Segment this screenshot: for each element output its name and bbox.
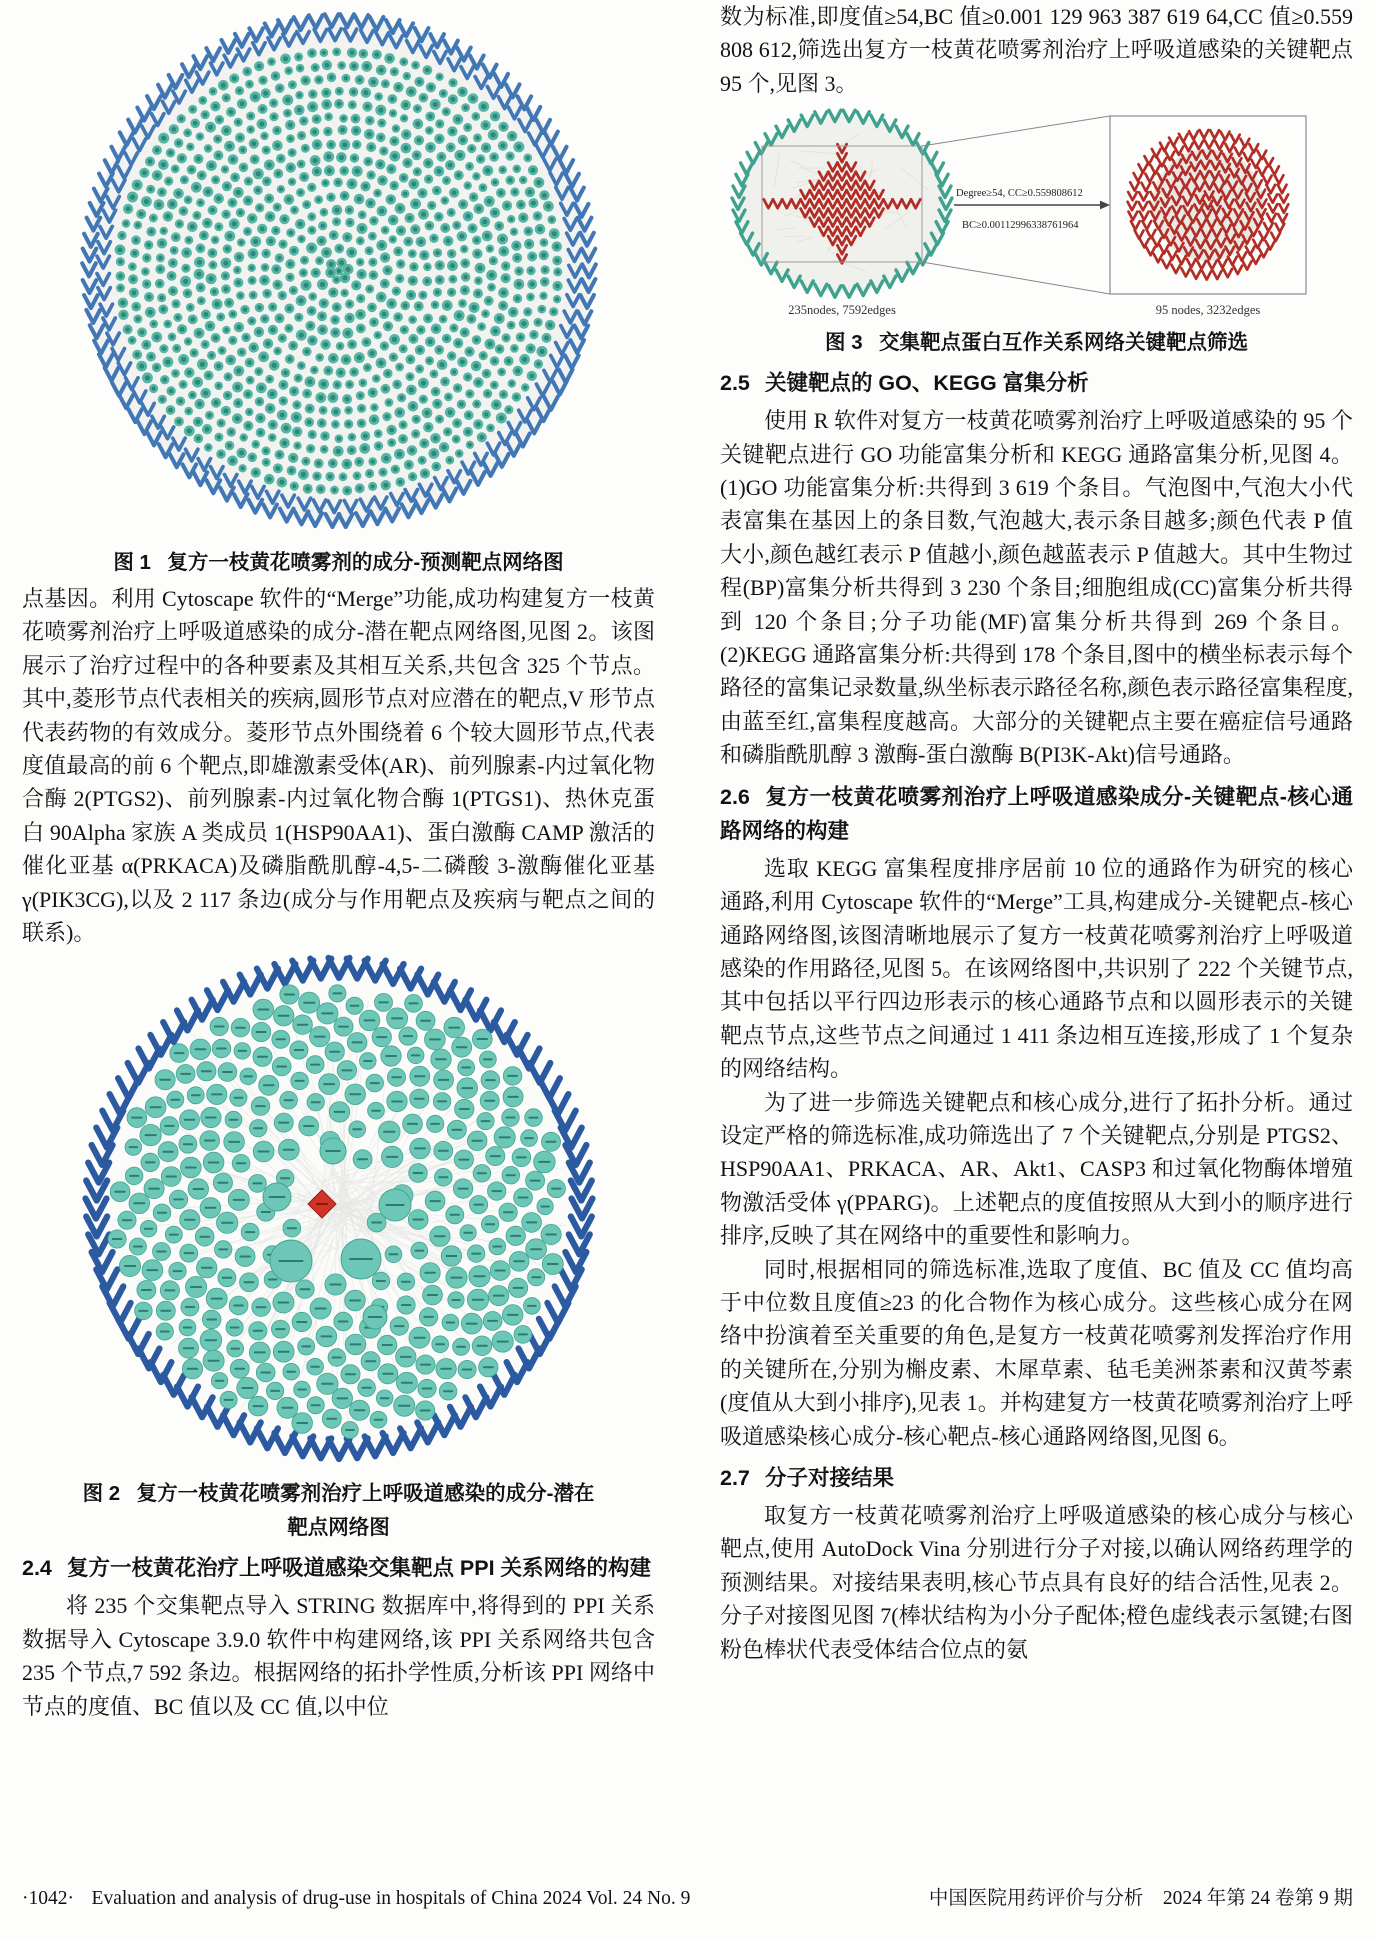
svg-text:95 nodes, 3232edges: 95 nodes, 3232edges (1155, 303, 1260, 318)
right-paragraph-1: 使用 R 软件对复方一枝黄花喷雾剂治疗上呼吸道感染的 95 个关键靶点进行 GO 功能富集分析和 KEGG 通路富集分析,见图 4。(1)GO 功能富集分析:共得到 3 619 个条目。气泡图中,气泡大小代表富集在基因上的条目数,气泡越大,表示条目越多;颜色代表 P 值大小,颜色越红表示 P 值越小,颜色越蓝表示 P 值越大。其中生物过程(BP)富集分析共得到 3 230 个条目;细胞组成(CC)富集分析共得到 120 个条目;分子功能(MF)富集分析共得到 269 个条目。(2)KEGG 通路富集分析:共得到 178 个条目,图中的横坐标表示每个路径的富集记录数量,纵坐标表示路径名称,颜色表示路径富集程度,由蓝至红,富集程度越高。大部分的关键靶点主要在癌症信号通路和磷脂酰肌醇 3 激酶-蛋白激酶 B(PI3K-Akt)信号通路。 (720, 408, 1353, 768)
figure2-caption-line2: 靶点网络图 (287, 1516, 390, 1540)
section-2-7-heading (720, 1461, 1353, 1495)
svg-text:Degree≥54, CC≥0.559808612: Degree≥54, CC≥0.559808612 (955, 188, 1083, 200)
left-paragraph-1: 点基因。利用 Cytoscape 软件的“Merge”功能,成功构建复方一枝黄花喷雾剂治疗上呼吸道感染的成分-潜在靶点网络图,见图 2。该图展示了治疗过程中的各种要素及其相互关系,共包含 325 个节点。其中,菱形节点代表相关的疾病,圆形节点对应潜在的靶点,V 形节点代表药物的有效成分。菱形节点外围绕着 6 个较大圆形节点,代表度值最高的前 6 个靶点,即雄激素受体(AR)、前列腺素-内过氧化物合酶 2(PTGS2)、前列腺素-内过氧化物合酶 1(PTGS1)、热休克蛋白 90Alpha 家族 A 类成员 1(HSP90AA1)、蛋白激酶 CAMP 激活的催化亚基 α(PRKACA)及磷脂酰肌醇-4,5-二磷酸 3-激酶催化亚基 γ(PIK3CG),以及 2 117 条边(成分与作用靶点及疾病与靶点之间的联系)。 (22, 586, 655, 946)
svg-text:235nodes, 7592edges: 235nodes, 7592edges (787, 303, 896, 318)
section-2-4-title: 复方一枝黄花治疗上呼吸道感染交集靶点 PPI 关系网络的构建 (66, 1556, 652, 1581)
figure2-caption-line1 (22, 1479, 655, 1509)
figure3-caption-text: 交集靶点蛋白互作关系网络关键靶点筛选 (879, 331, 1248, 355)
section-2-6-title: 复方一枝黄花喷雾剂治疗上呼吸道感染成分-关键靶点-核心通路网络的构建 (720, 784, 1353, 843)
figure3-caption-number: 图 3 (825, 331, 863, 355)
section-2-5-title: 关键靶点的 GO、KEGG 富集分析 (764, 371, 1089, 396)
right-paragraph-0: 数为标准,即度值≥54,BC 值≥0.001 129 963 387 619 64,CC 值≥0.559 808 612,筛选出复方一枝黄花喷雾剂治疗上呼吸道感染的关键靶点 95 个,见图 3。 (720, 4, 1353, 96)
svg-text:BC≥0.00112996338761964: BC≥0.00112996338761964 (961, 220, 1079, 232)
figure1-caption-number: 图 1 (113, 551, 151, 574)
section-2-6-heading (720, 780, 1353, 848)
section-2-4-number: 2.4 (22, 1556, 52, 1581)
figure1-component-target-network (79, 4, 599, 540)
right-paragraph-4: 同时,根据相同的筛选标准,选取了度值、BC 值及 CC 值均高于中位数且度值≥23 的化合物作为核心成分。这些核心成分在网络中扮演着至关重要的角色,是复方一枝黄花喷雾剂发挥治疗作用的关键所在,分别为槲皮素、木犀草素、毡毛美洲茶素和汉黄芩素(度值从大到小排序),见表 1。并构建复方一枝黄花喷雾剂治疗上呼吸道感染核心成分-核心靶点-核心通路网络图,见图 6。 (720, 1256, 1353, 1449)
page-footer (22, 1882, 1353, 1910)
right-paragraph-5: 取复方一枝黄花喷雾剂治疗上呼吸道感染的核心成分与核心靶点,使用 AutoDock Vina 分别进行分子对接,以确认网络药理学的预测结果。对接结果表明,核心节点具有良好的结合活性,见表 2。分子对接图见图 7(棒状结构为小分子配体;橙色虚线表示氢键;右图粉色棒状代表受体结合位点的氨 (720, 1503, 1353, 1662)
right-paragraph-2: 选取 KEGG 富集程度排序居前 10 位的通路作为研究的核心通路,利用 Cytoscape 软件的“Merge”工具,构建成分-关键靶点-核心通路网络图,该图清晰地展示了复方一枝黄花喷雾剂治疗上呼吸道感染的作用路径,见图 5。在该网络图中,共识别了 222 个关键节点,其中包括以平行四边形表示的核心通路节点和以圆形表示的关键靶点节点,这些节点之间通过 1 411 条边相互连接,形成了 1 个复杂的网络结构。 (720, 855, 1353, 1082)
figure2-potential-target-network (39, 953, 639, 1471)
section-2-7-title: 分子对接结果 (764, 1466, 894, 1490)
page-number: ·1042· (22, 1888, 74, 1909)
footer-left (22, 1888, 690, 1910)
footer-journal-en: Evaluation and analysis of drug-use in hospitals of China 2024 Vol. 24 No. 9 (91, 1888, 691, 1909)
section-2-7-number: 2.7 (720, 1466, 750, 1490)
section-2-4-heading (22, 1551, 655, 1585)
section-2-6-number: 2.6 (720, 784, 750, 809)
figure3-ppi-key-target-screening (722, 104, 1352, 320)
figure2-caption-number: 图 2 (82, 1482, 121, 1506)
figure2-caption-text: 复方一枝黄花喷雾剂治疗上呼吸道感染的成分-潜在 (136, 1482, 595, 1506)
figure3-caption (720, 328, 1353, 358)
figure1-caption (22, 548, 655, 578)
section-2-5-heading (720, 366, 1353, 400)
left-paragraph-2: 将 235 个交集靶点导入 STRING 数据库中,将得到的 PPI 关系数据导入 Cytoscape 3.9.0 软件中构建网络,该 PPI 关系网络共包含 235 个节点,7 592 条边。根据网络的拓扑学性质,分析该 PPI 网络中节点的度值、BC 值以及 CC 值,以中位 (22, 1593, 655, 1719)
right-column (720, 0, 1353, 1666)
section-2-5-number: 2.5 (720, 371, 750, 396)
right-paragraph-3: 为了进一步筛选关键靶点和核心成分,进行了拓扑分析。通过设定严格的筛选标准,成功筛选出了 7 个关键靶点,分别是 PTGS2、HSP90AA1、PRKACA、AR、Akt1、CASP3 和过氧化物酶体增殖物激活受体 γ(PPARG)。上述靶点的度值按照从大到小的顺序进行排序,反映了其在网络中的重要性和影响力。 (720, 1089, 1353, 1249)
footer-journal-cn: 中国医院用药评价与分析 2024 年第 24 卷第 9 期 (928, 1888, 1353, 1909)
left-column (22, 0, 655, 1723)
figure1-caption-text: 复方一枝黄花喷雾剂的成分-预测靶点网络图 (167, 551, 564, 574)
